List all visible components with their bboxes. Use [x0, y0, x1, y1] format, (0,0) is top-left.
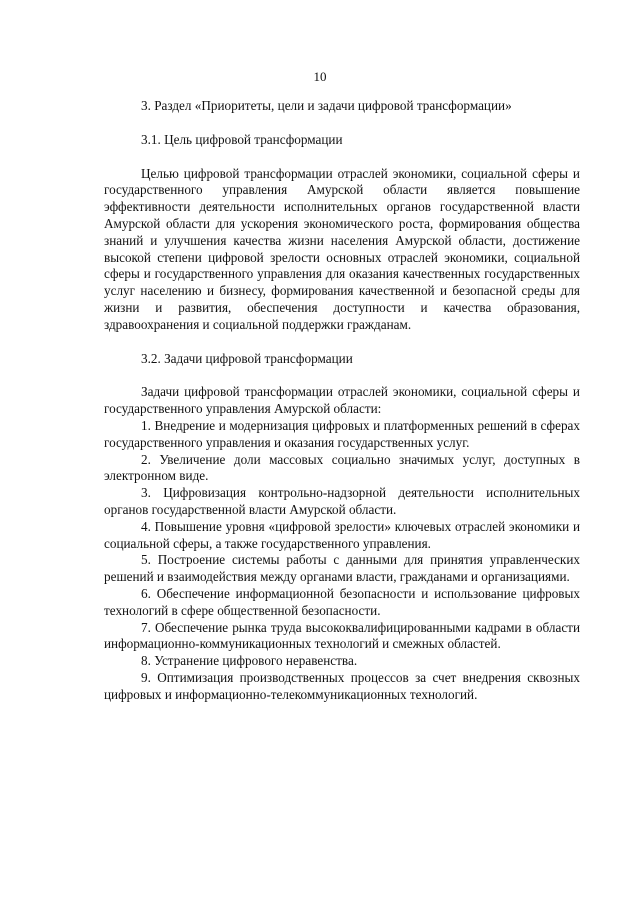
task-item-2: 2. Увеличение доли массовых социально значимых услуг, доступных в электронном виде.: [104, 451, 580, 484]
page-number: 10: [313, 69, 327, 84]
goal-paragraph: Целью цифровой трансформации отраслей экономики, социальной сферы и государственного управления Амурской области является повышение эффективности деятельности исполнительных органов государственной власти Амурской области для ускорения экономического роста, формирования общества знаний и улучшения качества жизни населения Амурской области, достижение высокой степени цифровой зрелости основных отраслей экономики, социальной сферы и государственного управления для оказания качественных государственных услуг населению и бизнесу, формирования качественной и безопасной среды для жизни и развития, обеспечения доступности и качества образования, здравоохранения и социальной поддержки гражданам.: [104, 165, 580, 332]
tasks-intro-paragraph: Задачи цифровой трансформации отраслей экономики, социальной сферы и государственного управления Амурской области:: [104, 384, 580, 417]
task-item-4: 4. Повышение уровня «цифровой зрелости» ключевых отраслей экономики и социальной сферы, а также государственного управления.: [104, 518, 580, 551]
task-item-7: 7. Обеспечение рынка труда высококвалифицированными кадрами в области информационно-коммуникационных технологий и смежных областей.: [104, 619, 580, 652]
tasks-heading: 3.2. Задачи цифровой трансформации: [141, 350, 353, 366]
task-item-3: 3. Цифровизация контрольно-надзорной деятельности исполнительных органов государственной власти Амурской области.: [104, 485, 580, 517]
goal-heading: 3.1. Цель цифровой трансформации: [141, 131, 343, 147]
task-item-8: 8. Устранение цифрового неравенства.: [141, 653, 358, 669]
task-item-5: 5. Построение системы работы с данными для принятия управленческих решений и взаимодействия между органами власти, гражданами и организациями.: [104, 552, 580, 585]
task-list: [104, 418, 580, 704]
task-item-9: 9. Оптимизация производственных процессов за счет внедрения сквозных цифровых и информационно-телекоммуникационных технологий.: [104, 669, 580, 702]
document-body: [104, 98, 580, 704]
task-item-1: 1. Внедрение и модернизация цифровых и платформенных решений в сферах государственного управления и оказания государственных услуг.: [104, 417, 580, 450]
task-item-6: 6. Обеспечение информационной безопасности и использование цифровых технологий в сфере общественной безопасности.: [104, 585, 580, 618]
section-heading: 3. Раздел «Приоритеты, цели и задачи цифровой трансформации»: [141, 98, 512, 113]
